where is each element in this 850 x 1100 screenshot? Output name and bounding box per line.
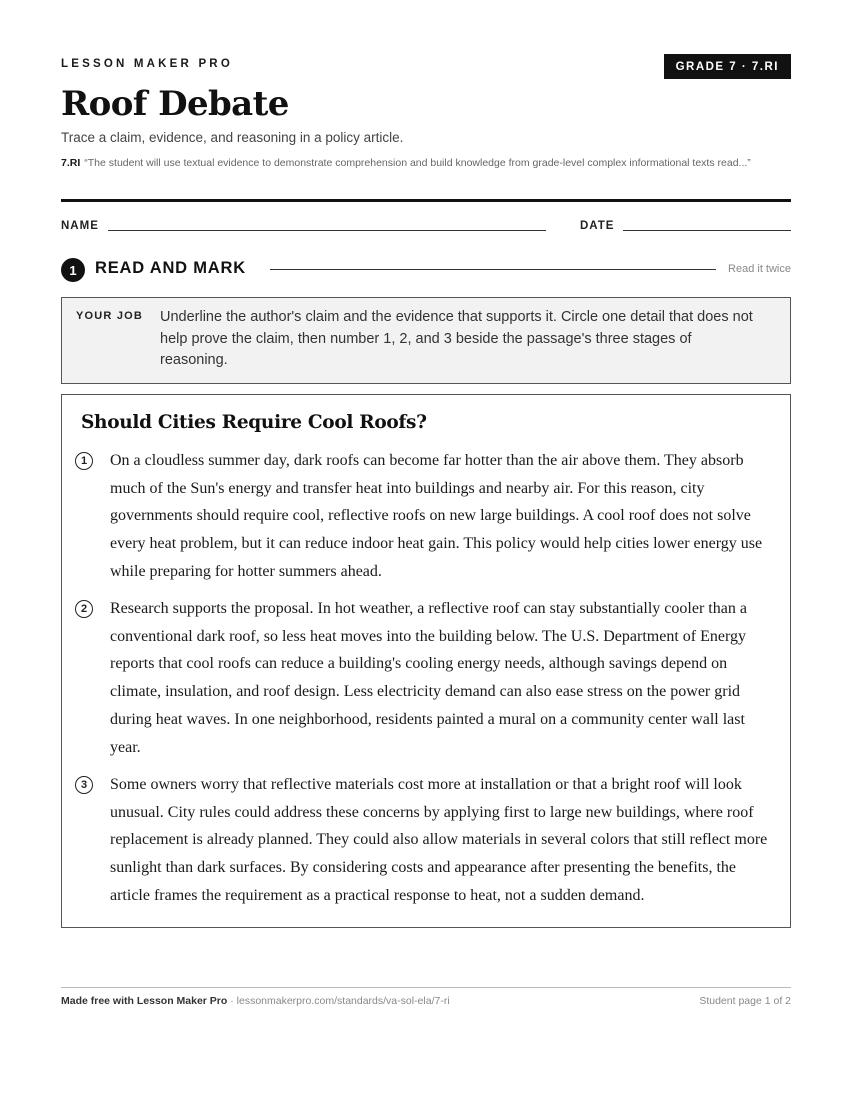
footer-divider	[61, 987, 791, 988]
date-label: DATE	[580, 220, 615, 232]
date-field[interactable]	[623, 230, 791, 231]
grade-badge: GRADE 7 · 7.RI	[664, 54, 791, 79]
article-box	[61, 394, 791, 928]
standard-code: 7.RI	[61, 157, 81, 169]
paragraph-number: 2	[75, 600, 93, 618]
name-field[interactable]	[108, 230, 546, 231]
paragraph-number: 3	[75, 776, 93, 794]
job-text: Underline the author's claim and the evidence that supports it. Circle one detail that does not help prove the claim, then number 1, 2, and 3 beside the passage's three stages of reasoning.	[160, 309, 753, 368]
page-title: Roof Debate	[61, 84, 289, 124]
footer-page-label: Student page 1 of 2	[699, 995, 791, 1007]
job-label: YOUR JOB	[76, 310, 144, 322]
brand-name: LESSON MAKER PRO	[61, 58, 233, 70]
standard-text: “The student will use textual evidence to demonstrate comprehension and build knowledge from grade-level complex informational texts read...”	[84, 157, 751, 169]
header-divider	[61, 199, 791, 202]
paragraph-text[interactable]: Some owners worry that reflective materials cost more at installation or that a bright roof will look unusual. City rules could address these concerns by applying first to large new buildings, where roof replacement is already planned. They could also allow materials in several colors that still reflect more sunlight than dark surfaces. By considering costs and appearance after presenting the benefits, the article frames the requirement as a practical response to heat, not a sudden demand.	[110, 776, 768, 904]
worksheet-page	[61, 0, 791, 1100]
paragraph-text[interactable]: Research supports the proposal. In hot weather, a reflective roof can stay substantially cooler than a conventional dark roof, so less heat moves into the building below. The U.S. Department of Energy reports that cool roofs can reduce a building's cooling energy needs, although savings depend on climate, insulation, and roof design. Less electricity demand can also ease stress on the power grid during heat waves. In one neighborhood, residents painted a mural on a community center wall last year.	[110, 600, 747, 756]
section-number-badge: 1	[61, 258, 85, 282]
paragraph-text[interactable]: On a cloudless summer day, dark roofs can become far hotter than the air above them. They absorb much of the Sun's energy and transfer heat into buildings and nearby air. For this reason, city governments should require cool, reflective roofs on new large buildings. A cool roof does not solve every heat problem, but it can reduce indoor heat gain. This policy would help cities lower energy use while preparing for hotter summers ahead.	[110, 452, 763, 580]
page-subtitle: Trace a claim, evidence, and reasoning in a policy article.	[61, 130, 404, 145]
footer-separator: ·	[227, 995, 237, 1007]
section-note: Read it twice	[728, 263, 791, 275]
section-rule	[270, 269, 716, 270]
article-title: Should Cities Require Cool Roofs?	[81, 412, 427, 433]
footer-url[interactable]: lessonmakerpro.com/standards/va-sol-ela/7-ri	[236, 995, 450, 1007]
standard-statement	[61, 155, 786, 172]
footer-credit	[61, 995, 450, 1007]
footer-made-with: Made free with Lesson Maker Pro	[61, 995, 228, 1007]
section-title: READ AND MARK	[95, 259, 246, 277]
job-instructions-box	[61, 297, 791, 384]
paragraph-number: 1	[75, 452, 93, 470]
name-label: NAME	[61, 220, 99, 232]
